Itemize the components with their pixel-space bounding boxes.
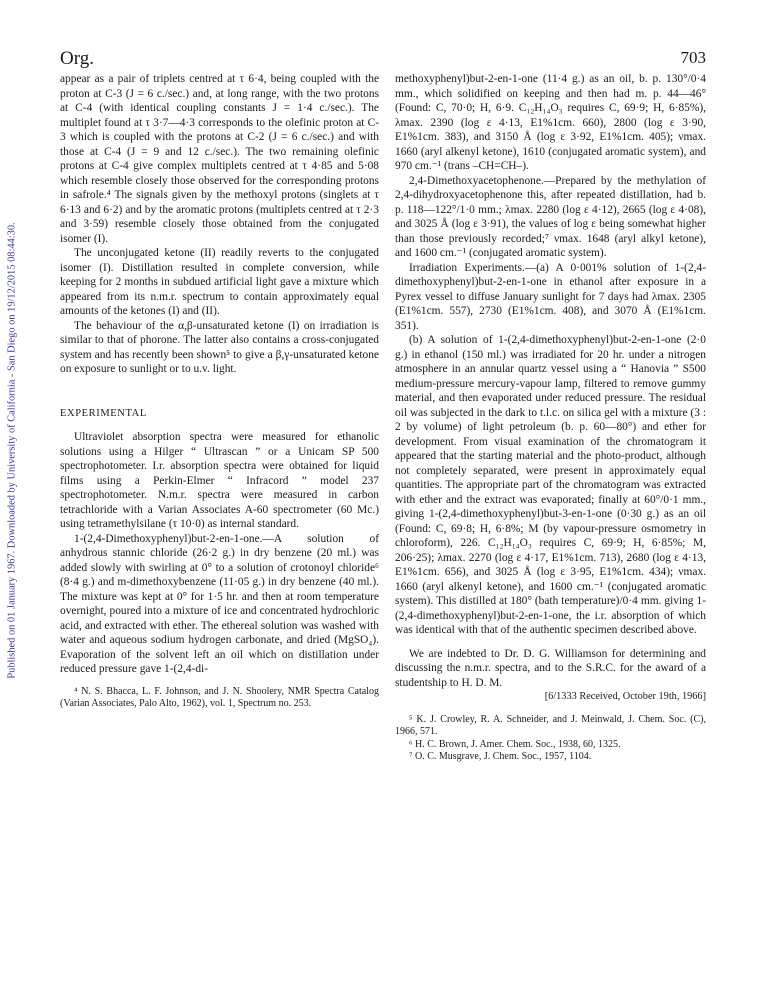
footnote: ⁴ N. S. Bhacca, L. F. Johnson, and J. N. Shoolery, NMR Spectra Catalog (Varian Associates, Palo Alto, 1962), vol. 1, Spectrum no. 253. xyxy=(60,685,379,709)
page-number: 703 xyxy=(680,48,706,67)
paragraph: appear as a pair of triplets centred at τ 6·4, being coupled with the proton at C-3 (J = 6 c./sec.) and, at long range, with the two protons at C-4 (with identical coupling constants J = 1·4 c./sec.). The multiplet found at τ 3·7—4·3 corresponds to the olefinic proton at C-3 which is coupled with the protons at C-2 (J = 6 c./sec.) and with those at C-4 (J = 9 and 12 c./sec.). The two remaining olefinic protons at C-4 give complex multiplets centred at τ 4·85 and 5·08 which resemble closely those observed for the corresponding protons in safrole.⁴ The signals given by the methoxyl protons (singlets at τ 6·13 and 6·2) and by the aromatic protons (multiplets centred at τ 2·3 and 3·59) resemble closely those obtained from the conjugated isomer (I). xyxy=(60,73,379,245)
received-date: [6/1333 Received, October 19th, 1966] xyxy=(544,691,706,702)
footnote: ⁷ O. C. Musgrave, J. Chem. Soc., 1957, 1104. xyxy=(409,751,592,762)
paragraph: 2,4-Dimethoxyacetophenone.—Prepared by the methylation of 2,4-dihydroxyacetophenone this, after repeated distillation, had b. p. 118—122°/1·0 mm.; λmax. 2280 (log ε 4·12), 2665 (log ε 4·08), and 3025 Å (log ε 3·91), the values of log ε being somewhat higher than those previously recorded;⁷ νmax. 1648 (aryl alkyl ketone), and 1600 cm.⁻¹ (conjugated aromatic system). xyxy=(395,174,706,259)
spacer xyxy=(395,638,706,647)
footnote: ⁶ H. C. Brown, J. Amer. Chem. Soc., 1938, 60, 1325. xyxy=(409,738,621,750)
section-heading: EXPERIMENTAL xyxy=(60,407,147,419)
right-column xyxy=(395,72,706,764)
paragraph: methoxyphenyl)but-2-en-1-one (11·4 g.) as an oil, b. p. 130°/0·4 mm., which solidified on keeping and then had m. p. 44—46° (Found: C, 70·0; H, 6·9. C₁₂H₁₄O₃ requires C, 69·9; H, 6·85%), λmax. 2390 (log ε 4·13, E1%1cm. 660), 2800 (log ε 3·90, E1%1cm. 383), and 3150 Å (log ε 3·92, E1%1cm. 405); νmax. 1660 (aryl alkenyl ketone), 1610 (conjugated aromatic system), and 970 cm.⁻¹ (trans –CH=CH–). xyxy=(395,73,706,172)
spacer xyxy=(60,677,379,686)
paragraph: Irradiation Experiments.—(a) A 0·001% solution of 1-(2,4-dimethoxyphenyl)but-2-en-1-one in ethanol after exposure in a Pyrex vessel to diffuse January sunlight for 7 days had λmax. 2305 (E1%1cm. 557), 2730 (E1%1cm. 408), and 3070 Å (E1%1cm. 351). xyxy=(395,261,706,332)
footnote: ⁵ K. J. Crowley, R. A. Schneider, and J. Meinwald, J. Chem. Soc. (C), 1966, 571. xyxy=(395,713,706,737)
spacer xyxy=(60,377,379,407)
download-notice xyxy=(2,150,22,750)
paragraph: 1-(2,4-Dimethoxyphenyl)but-2-en-1-one.—A solution of anhydrous stannic chloride (26·2 g.) in dry benzene (20 ml.) was added slowly with swirling at 0° to a solution of crotonoyl chloride⁶ (8·4 g.) and m-dimethoxybenzene (11·05 g.) in dry benzene (40 ml.). The mixture was kept at 0° for 1·5 hr. and then at room temperature overnight, poured into a mixture of ice and concentrated hydrochloric acid, and extracted with ether. The ethereal solution was washed with water and aqueous sodium hydrogen carbonate, and dried (MgSO₄). Evaporation of the solvent left an oil which on distillation under reduced pressure gave 1-(2,4-di- xyxy=(60,532,379,675)
spacer xyxy=(60,421,379,430)
paragraph: The behaviour of the α,β-unsaturated ketone (I) on irradiation is similar to that of phorone. The latter also contains a cross-conjugated system and has recently been shown⁵ to give a β,γ-unsaturated ketone on exposure to sunlight or to u.v. light. xyxy=(60,319,379,375)
acknowledgement: We are indebted to Dr. D. G. Williamson for determining and discussing the n.m.r. spectra, and to the S.R.C. for the award of a studentship to H. D. M. xyxy=(395,647,706,689)
journal-section: Org. xyxy=(60,48,94,69)
paragraph: The unconjugated ketone (II) readily reverts to the conjugated isomer (I). Distillation resulted in complete conversion, while keeping for 2 months in subdued artificial light gave a mixture which appeared from its n.m.r. spectrum to contain approximately equal amounts of the ketones (I) and (II). xyxy=(60,247,379,317)
spacer xyxy=(395,705,706,714)
page-header xyxy=(60,48,706,72)
paragraph: (b) A solution of 1-(2,4-dimethoxyphenyl)but-2-en-1-one (2·0 g.) in ethanol (150 ml.) was irradiated for 20 hr. under a nitrogen atmosphere in an annular quartz vessel using a “ Hanovia ” S500 medium-pressure mercury-vapour lamp, filtered to remove gummy material, and then evaporated under reduced pressure. The residual oil was subjected in the dark to t.l.c. on silica gel with a mixture (3 : 2 by volume) of light petroleum (b. p. 60—80°) and ether for development. From visual examination of the chromatogram it appeared that the starting material and the photo-product, although not completely separated, were present in approximately equal quantities. The appropriate part of the chromatogram was extracted with ether and the extract was evaporated; finally at 60°/0·1 mm., giving 1-(2,4-dimethoxyphenyl)but-3-en-1-one (0·30 g.) as an oil (Found: C, 69·8; H, 6·8%; M (by vapour-pressure osmometry in chloroform), 226. C₁₂H₁₄O₃ requires C, 69·9; H, 6·85%; M, 206·25); λmax. 2270 (log ε 4·17, E1%1cm. 713), 2680 (log ε 4·13, E1%1cm. 656), and 3025 Å (log ε 3·95, E1%1cm. 434); νmax. 1660 (aryl alkenyl ketone), and 1600 cm.⁻¹ (conjugated aromatic system). This distilled at 180° (bath temperature)/0·4 mm. giving 1-(2,4-dimethoxyphenyl)but-2-en-1-one, the i.r. absorption of which was identical with that of the authentic specimen described above. xyxy=(395,334,706,636)
left-column xyxy=(60,72,379,711)
paragraph: Ultraviolet absorption spectra were measured for ethanolic solutions using a Hilger “ Ultrascan ” or a Unicam SP 500 spectrophotometer. I.r. absorption spectra were obtained for liquid films using a Perkin-Elmer “ Infracord ” model 237 spectrophotometer. N.m.r. spectra were measured in carbon tetrachloride with a Varian Associates A-60 spectrometer (60 Mc.) using tetramethylsilane (τ 10·0) as internal standard. xyxy=(60,431,379,530)
download-notice-text: Published on 01 January 1967. Downloaded by University of California - San Diego on 19/12/2015 08:44:30. xyxy=(6,221,18,679)
